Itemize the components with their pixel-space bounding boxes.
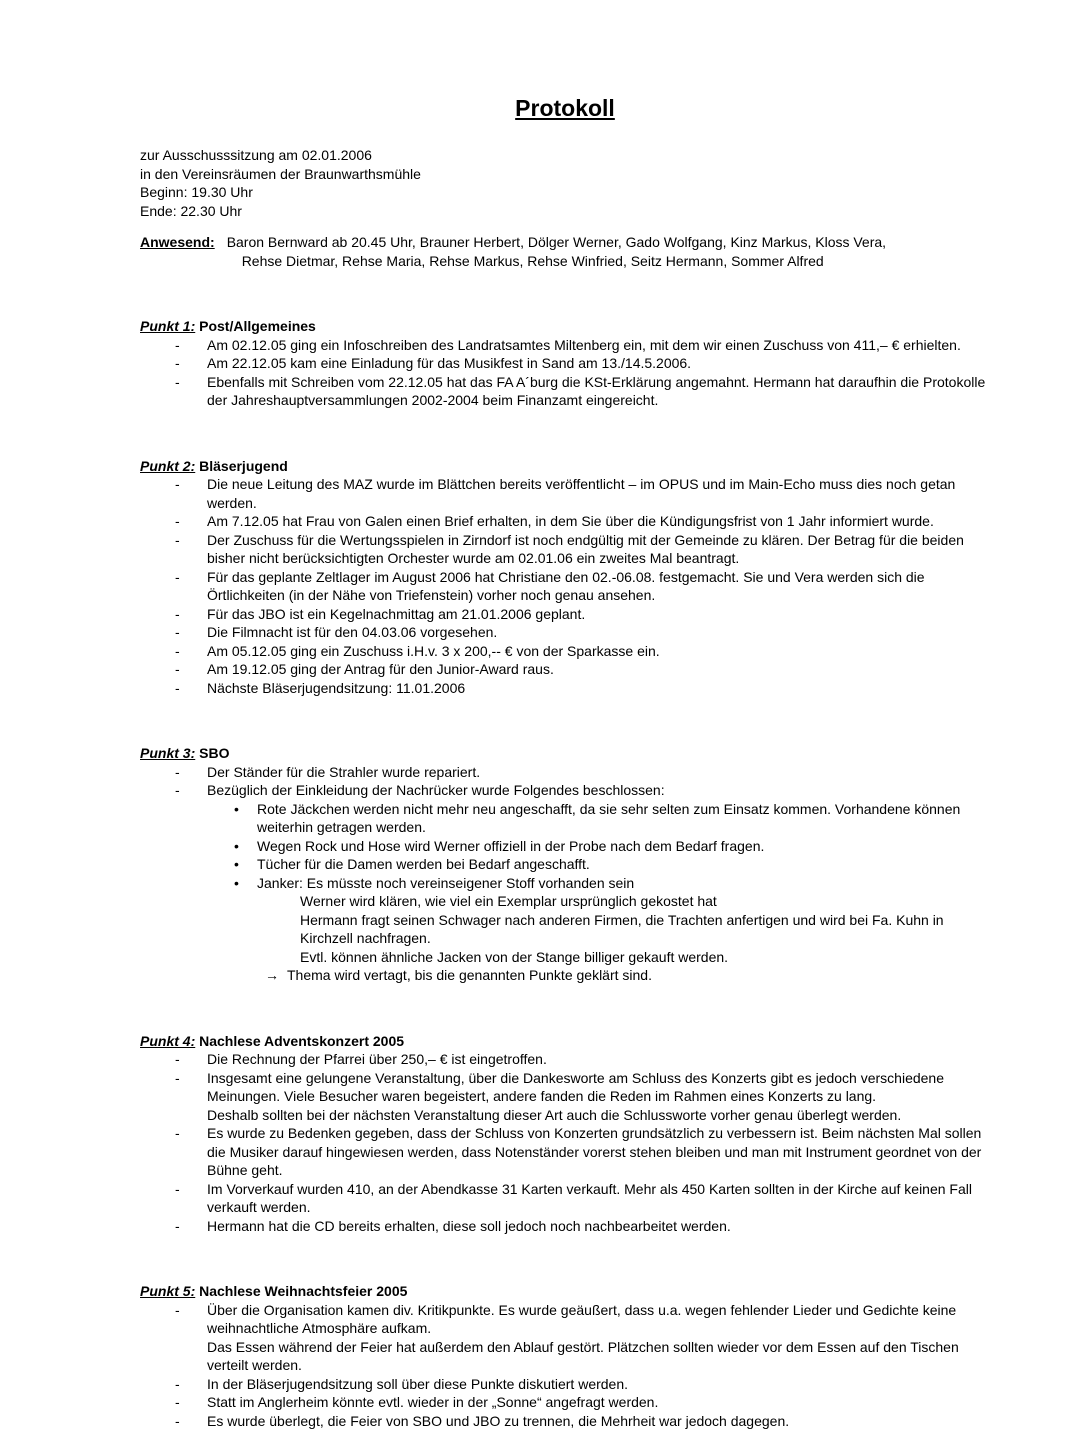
item-line: Das Essen während der Feier hat außerdem den Ablauf gestört. Plätzchen sollten wieder vor dem Essen auf den Tischen verteilt werden. (207, 1338, 990, 1375)
list-item (140, 892, 990, 966)
meta-line-date: zur Ausschusssitzung am 02.01.2006 (140, 146, 990, 165)
dash-marker: - (175, 336, 207, 355)
section-heading (140, 744, 990, 763)
list-item (140, 1124, 990, 1180)
item-text (207, 512, 990, 531)
item-text (207, 373, 990, 410)
item-line: Tücher für die Damen werden bei Bedarf angeschafft. (257, 855, 990, 874)
item-text (207, 605, 990, 624)
item-text (207, 475, 990, 512)
section-label: Punkt 5: (140, 1283, 195, 1299)
section-title: Nachlese Weihnachtsfeier 2005 (199, 1283, 407, 1299)
dash-marker: - (175, 763, 207, 782)
item-text (207, 354, 990, 373)
list-item (140, 660, 990, 679)
list-item (140, 1069, 990, 1125)
section-heading (140, 317, 990, 336)
section-title: Nachlese Adventskonzert 2005 (199, 1033, 404, 1049)
dash-marker: - (175, 1069, 207, 1125)
attendees-block (140, 233, 990, 270)
list-item (140, 1180, 990, 1217)
section-label: Punkt 2: (140, 458, 195, 474)
arrow-icon: → (265, 966, 287, 985)
item-line: Hermann hat die CD bereits erhalten, diese soll jedoch noch nachbearbeitet werden. (207, 1217, 990, 1236)
item-line: Für das JBO ist ein Kegelnachmittag am 21.01.2006 geplant. (207, 605, 990, 624)
list-item (140, 800, 990, 837)
dash-marker: - (175, 531, 207, 568)
item-text (207, 781, 990, 800)
list-item (140, 623, 990, 642)
item-text (207, 763, 990, 782)
dash-marker: - (175, 373, 207, 410)
sections (140, 317, 990, 1430)
section-punkt-5 (140, 1282, 990, 1430)
section-heading (140, 1032, 990, 1051)
item-text (287, 966, 990, 985)
item-line: Am 02.12.05 ging ein Infoschreiben des Landratsamtes Miltenberg ein, mit dem wir einen Zuschuss von 411,– € erhielten. (207, 336, 990, 355)
dash-marker: - (175, 660, 207, 679)
meta-line-end: Ende: 22.30 Uhr (140, 202, 990, 221)
item-text (207, 1069, 990, 1125)
item-line: Statt im Anglerheim könnte evtl. wieder in der „Sonne“ angefragt werden. (207, 1393, 990, 1412)
attendees-line-1: Baron Bernward ab 20.45 Uhr, Brauner Herbert, Dölger Werner, Gado Wolfgang, Kinz Markus, Kloss Vera, (227, 233, 886, 252)
section-title: Bläserjugend (199, 458, 288, 474)
list-item (140, 679, 990, 698)
item-text (257, 800, 990, 837)
dash-marker: - (175, 512, 207, 531)
section-punkt-3 (140, 744, 990, 985)
item-line: Die Rechnung der Pfarrei über 250,– € ist eingetroffen. (207, 1050, 990, 1069)
page-title: Protokoll (140, 95, 990, 122)
meta-line-begin: Beginn: 19.30 Uhr (140, 183, 990, 202)
list-item (140, 354, 990, 373)
item-line: Insgesamt eine gelungene Veranstaltung, über die Dankesworte am Schluss des Konzerts gibt es jedoch verschiedene Meinungen. Viele Besucher waren begeistert, andere fanden die Reden im Rahmen eines Konzerts zu lang. (207, 1069, 990, 1106)
bullet-icon: • (234, 800, 257, 837)
section-heading (140, 1282, 990, 1301)
dash-marker: - (175, 475, 207, 512)
item-line: Am 22.12.05 kam eine Einladung für das Musikfest in Sand am 13./14.5.2006. (207, 354, 990, 373)
item-line: Hermann fragt seinen Schwager nach anderen Firmen, die Trachten anfertigen und wird bei Fa. Kuhn in Kirchzell nachfragen. (300, 911, 990, 948)
list-item (140, 373, 990, 410)
dash-marker: - (175, 1180, 207, 1217)
item-text (207, 1050, 990, 1069)
item-line: Im Vorverkauf wurden 410, an der Abendkasse 31 Karten verkauft. Mehr als 450 Karten sollten in der Kirche auf keinen Fall verkauft werden. (207, 1180, 990, 1217)
dash-marker: - (175, 781, 207, 800)
item-line: Evtl. können ähnliche Jacken von der Stange billiger gekauft werden. (300, 948, 990, 967)
item-line: Der Ständer für die Strahler wurde repariert. (207, 763, 990, 782)
meta-line-location: in den Vereinsräumen der Braunwarthsmühle (140, 165, 990, 184)
item-text (207, 1124, 990, 1180)
item-text (207, 623, 990, 642)
attendees-text (227, 233, 886, 270)
item-line: Am 7.12.05 hat Frau von Galen einen Brief erhalten, in dem Sie über die Kündigungsfrist von 1 Jahr informiert wurde. (207, 512, 990, 531)
dash-marker: - (175, 605, 207, 624)
bullet-icon: • (234, 855, 257, 874)
item-line: Über die Organisation kamen div. Kritikpunkte. Es wurde geäußert, dass u.a. wegen fehlender Lieder und Gedichte keine weihnachtliche Atmosphäre aufkam. (207, 1301, 990, 1338)
item-line: Janker: Es müsste noch vereinseigener Stoff vorhanden sein (257, 874, 990, 893)
section-title: SBO (199, 745, 229, 761)
list-item (140, 1301, 990, 1375)
item-text (207, 1180, 990, 1217)
item-line: Nächste Bläserjugendsitzung: 11.01.2006 (207, 679, 990, 698)
item-line: Es wurde zu Bedenken gegeben, dass der Schluss von Konzerten grundsätzlich zu verbessern ist. Beim nächsten Mal sollen die Musiker darauf hingewiesen werden, dass Notenständer vorerst stehen bleiben und man mit Instrument geordnet von der Bühne geht. (207, 1124, 990, 1180)
dash-marker: - (175, 1050, 207, 1069)
item-text (207, 642, 990, 661)
list-item (140, 855, 990, 874)
section-punkt-4 (140, 1032, 990, 1236)
section-label: Punkt 3: (140, 745, 195, 761)
item-text (207, 1393, 990, 1412)
list-item (140, 1412, 990, 1430)
list-item (140, 1050, 990, 1069)
dash-marker: - (175, 1393, 207, 1412)
item-text (207, 1217, 990, 1236)
list-item (140, 531, 990, 568)
attendees-label: Anwesend: (140, 233, 215, 270)
list-item (140, 1375, 990, 1394)
item-text (207, 679, 990, 698)
bullet-icon: • (234, 874, 257, 893)
item-line: In der Bläserjugendsitzung soll über diese Punkte diskutiert werden. (207, 1375, 990, 1394)
list-item (140, 475, 990, 512)
item-line: Es wurde überlegt, die Feier von SBO und JBO zu trennen, die Mehrheit war jedoch dagegen. (207, 1412, 990, 1430)
list-item (140, 642, 990, 661)
item-line: Am 05.12.05 ging ein Zuschuss i.H.v. 3 x 200,-- € von der Sparkasse ein. (207, 642, 990, 661)
list-item (140, 874, 990, 893)
item-text (257, 855, 990, 874)
item-text (207, 1412, 990, 1430)
dash-marker: - (175, 642, 207, 661)
section-punkt-2 (140, 457, 990, 698)
item-line: Die neue Leitung des MAZ wurde im Blättchen bereits veröffentlicht – im OPUS und im Main-Echo muss dies noch getan werden. (207, 475, 990, 512)
item-line: Am 19.12.05 ging der Antrag für den Junior-Award raus. (207, 660, 990, 679)
list-item (140, 1393, 990, 1412)
section-label: Punkt 4: (140, 1033, 195, 1049)
list-item (140, 605, 990, 624)
dash-marker: - (175, 1124, 207, 1180)
item-line: Werner wird klären, wie viel ein Exemplar ursprünglich gekostet hat (300, 892, 990, 911)
list-item (140, 763, 990, 782)
list-item (140, 336, 990, 355)
list-item (140, 1217, 990, 1236)
bullet-icon: • (234, 837, 257, 856)
item-line: Wegen Rock und Hose wird Werner offiziell in der Probe nach dem Bedarf fragen. (257, 837, 990, 856)
item-line: Rote Jäckchen werden nicht mehr neu angeschafft, da sie sehr selten zum Einsatz kommen. Vorhandene können weiterhin getragen werden. (257, 800, 990, 837)
dash-marker: - (175, 623, 207, 642)
item-line: Bezüglich der Einkleidung der Nachrücker wurde Folgendes beschlossen: (207, 781, 990, 800)
dash-marker: - (175, 354, 207, 373)
section-punkt-1 (140, 317, 990, 410)
dash-marker: - (175, 679, 207, 698)
item-line: Ebenfalls mit Schreiben vom 22.12.05 hat das FA A´burg die KSt-Erklärung angemahnt. Hermann hat daraufhin die Protokolle der Jahreshauptversammlungen 2002-2004 beim Finanzamt eingereicht. (207, 373, 990, 410)
list-item (140, 568, 990, 605)
item-text (257, 837, 990, 856)
list-item (140, 837, 990, 856)
dash-marker: - (175, 1412, 207, 1430)
item-text (207, 531, 990, 568)
list-item (140, 781, 990, 800)
item-line: Deshalb sollten bei der nächsten Veranstaltung dieser Art auch die Schlussworte vorher genau überlegt werden. (207, 1106, 990, 1125)
item-line: Der Zuschuss für die Wertungsspielen in Zirndorf ist noch endgültig mit der Gemeinde zu klären. Der Betrag für die beiden bisher nicht berücksichtigten Orchester wurde am 02.01.06 ein zweites Mal beantragt. (207, 531, 990, 568)
dash-marker: - (175, 1301, 207, 1375)
dash-marker: - (175, 568, 207, 605)
attendees-line-2: Rehse Dietmar, Rehse Maria, Rehse Markus, Rehse Winfried, Seitz Hermann, Sommer Alfred (227, 252, 886, 271)
item-text (207, 336, 990, 355)
item-line: Für das geplante Zeltlager im August 2006 hat Christiane den 02.-06.08. festgemacht. Sie und Vera werden sich die Örtlichkeiten (in der Nähe von Triefenstein) vorher noch genau ansehen. (207, 568, 990, 605)
item-text (207, 1375, 990, 1394)
item-line: Die Filmnacht ist für den 04.03.06 vorgesehen. (207, 623, 990, 642)
section-title: Post/Allgemeines (199, 318, 316, 334)
list-item (140, 512, 990, 531)
section-label: Punkt 1: (140, 318, 195, 334)
item-text (257, 874, 990, 893)
item-text (207, 1301, 990, 1375)
meta-block (140, 146, 990, 220)
item-text (207, 660, 990, 679)
item-text (207, 568, 990, 605)
item-line: Thema wird vertagt, bis die genannten Punkte geklärt sind. (287, 966, 990, 985)
section-heading (140, 457, 990, 476)
list-item (140, 966, 990, 985)
dash-marker: - (175, 1217, 207, 1236)
item-text (300, 892, 990, 966)
dash-marker: - (175, 1375, 207, 1394)
